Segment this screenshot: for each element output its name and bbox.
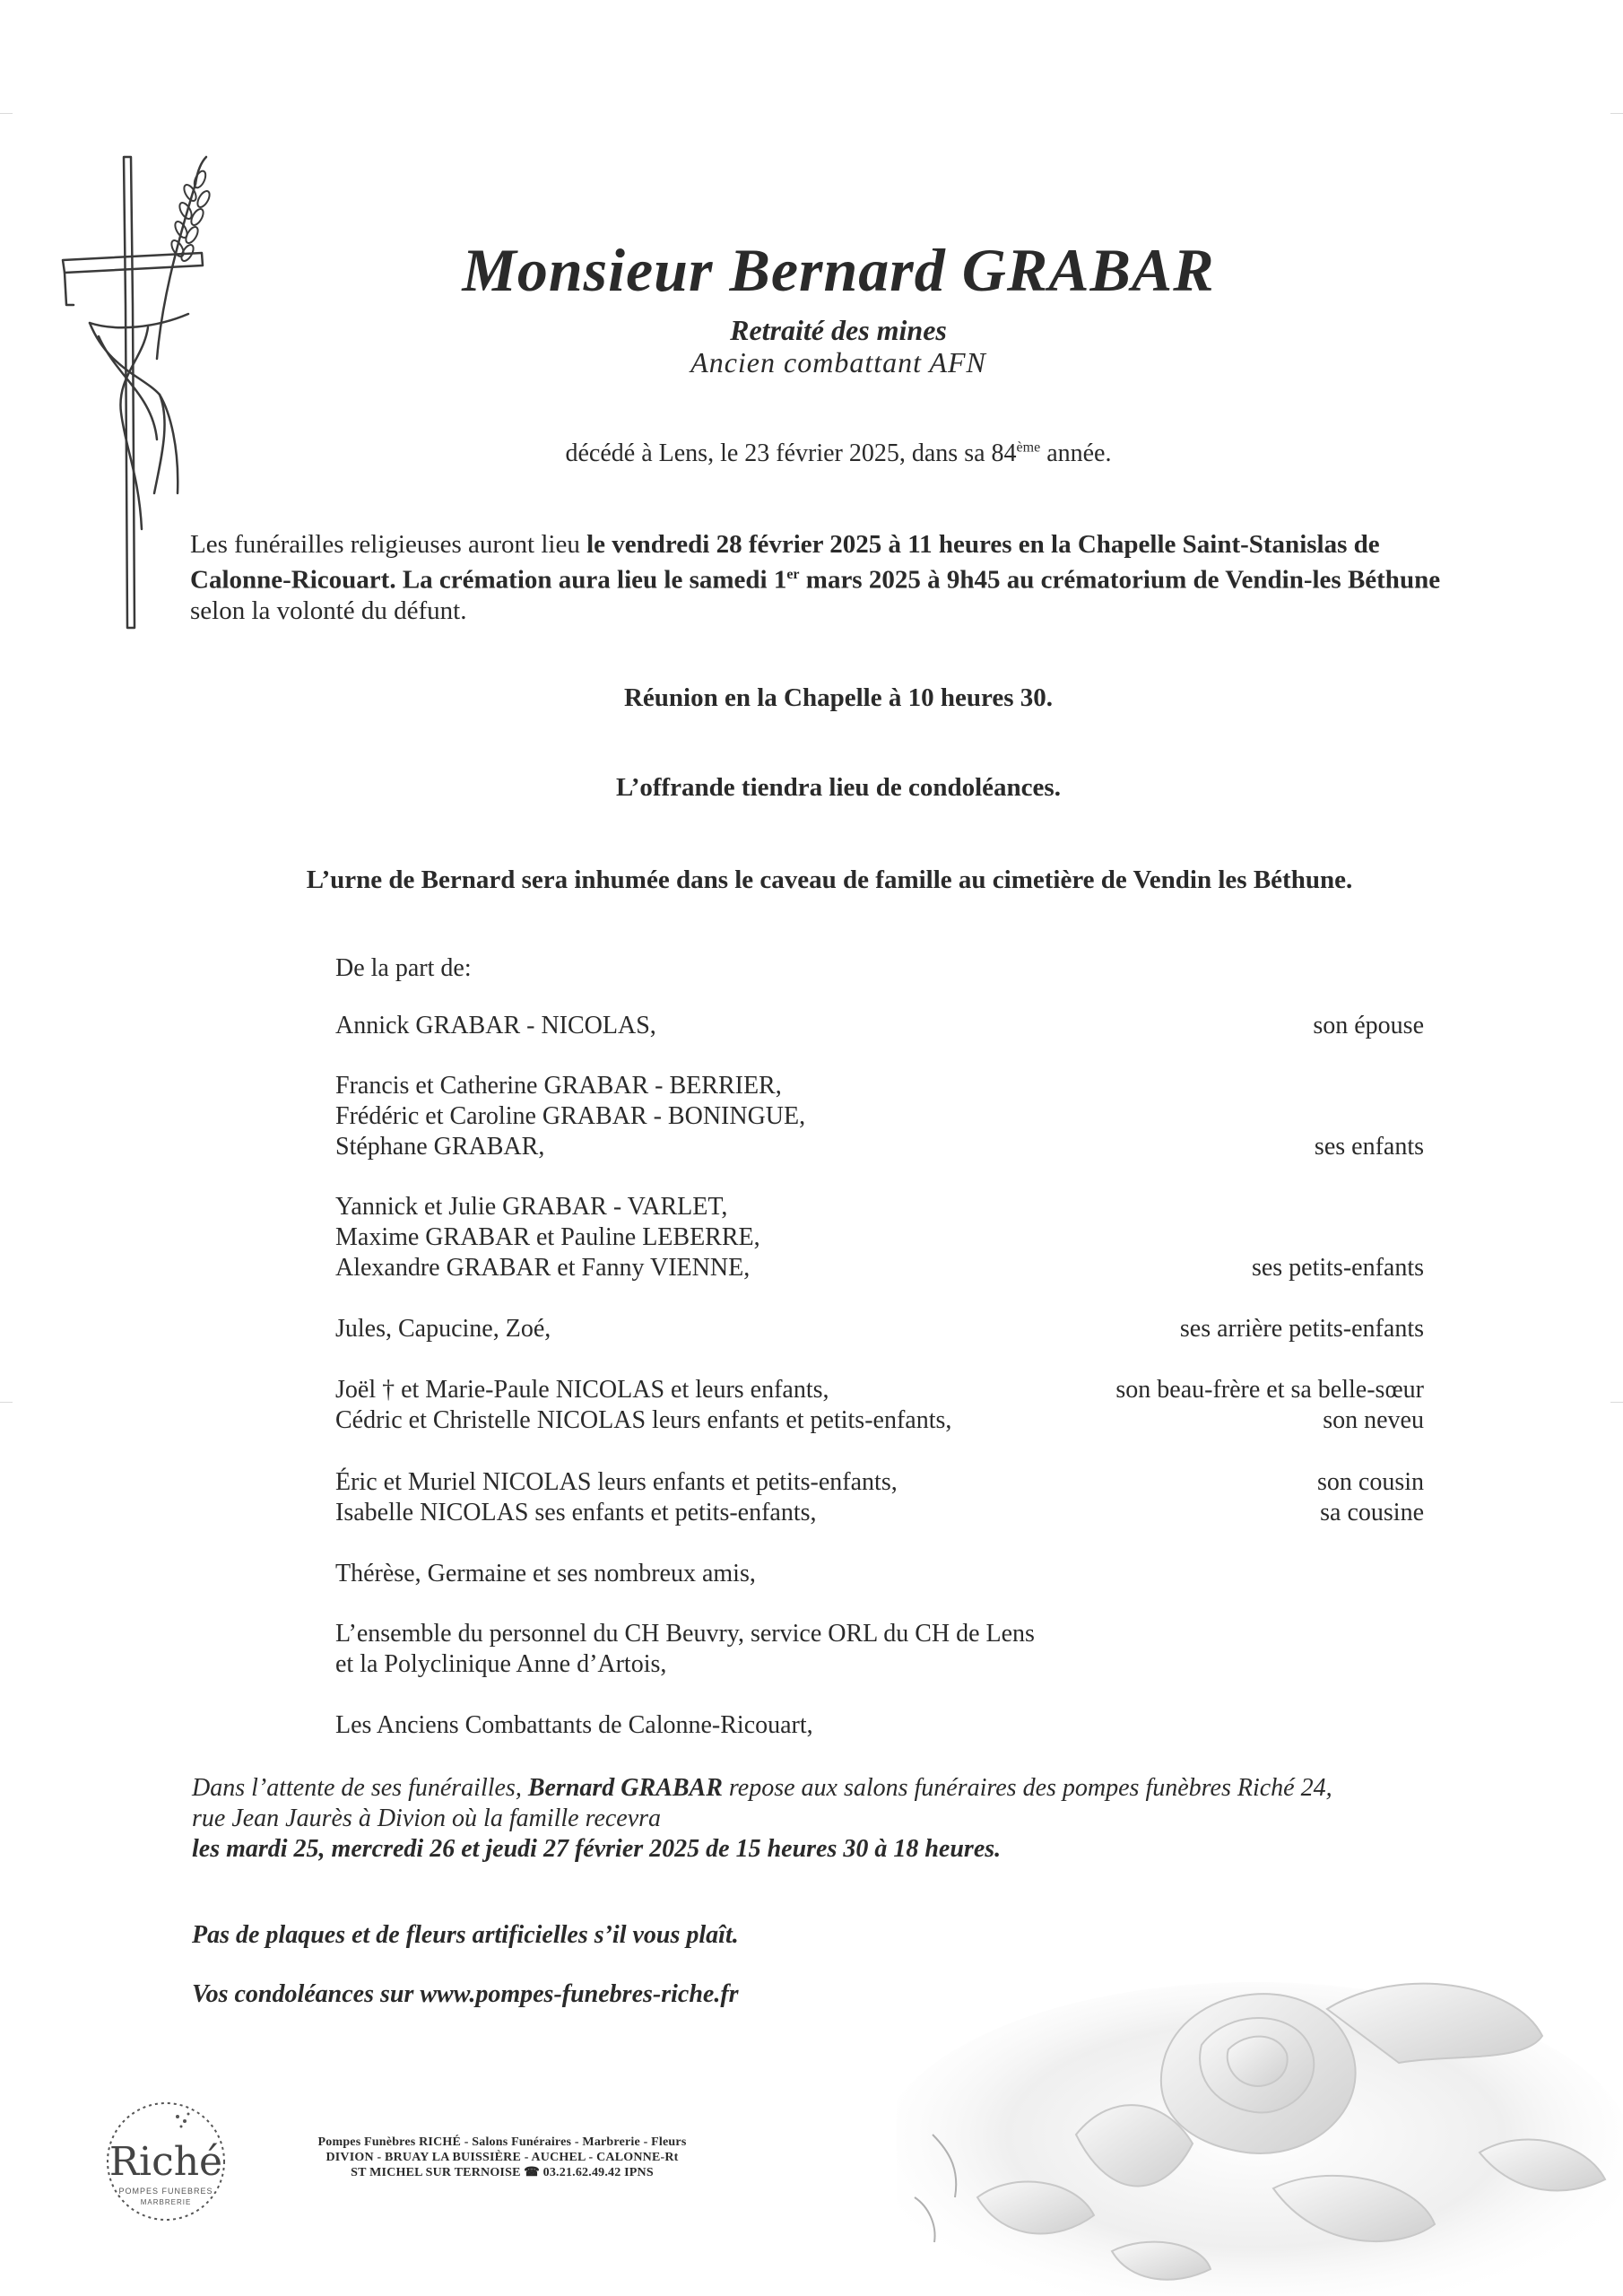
repose-text-cont: repose aux salons funéraires des pompes funèbres Riché 24, rue Jean Jaurès à Divion où la famille recevra [192, 1774, 1332, 1832]
relation-line: son beau-frère et sa belle-sœur [1115, 1376, 1424, 1404]
family-name-line: Jules, Capucine, Zoé, [335, 1315, 551, 1343]
repose-text: Dans l’attente de ses funérailles, [192, 1774, 528, 1802]
margin-tick [0, 113, 13, 114]
family-name-line: Les Anciens Combattants de Calonne-Ricouart, [335, 1711, 813, 1739]
relation-line: son neveu [1323, 1406, 1424, 1434]
family-names [335, 1314, 551, 1344]
family-names [335, 1710, 813, 1741]
funeral-sup: er [786, 567, 800, 582]
funeral-text: Les funérailles religieuses auront lieu [190, 530, 587, 559]
logo-name: Riché [108, 2139, 223, 2185]
death-sup: ème [1016, 439, 1041, 456]
margin-tick [1610, 1402, 1623, 1403]
family-relation [1315, 1132, 1424, 1162]
reunion-notice: Réunion en la Chapelle à 10 heures 30. [623, 683, 1053, 712]
family-names [335, 1559, 756, 1589]
family-relation [1317, 1467, 1424, 1528]
family-relation [1115, 1375, 1424, 1436]
relation-line: son épouse [1313, 1012, 1424, 1039]
death-text: décédé à Lens, le 23 février 2025, dans sa 84 [565, 439, 1017, 467]
relation-line: son cousin [1317, 1468, 1424, 1496]
repose-paragraph [192, 1773, 1358, 1865]
family-names [335, 1071, 805, 1162]
footer-line: Pompes Funèbres RICHÉ - Salons Funéraires - Marbrerie - Fleurs [317, 2135, 687, 2149]
family-name-line: Éric et Muriel NICOLAS leurs enfants et petits-enfants, [335, 1468, 898, 1496]
family-names [335, 1375, 951, 1436]
death-statement [0, 439, 1623, 468]
footer-contact [260, 2135, 744, 2180]
family-name-line: Stéphane GRABAR, [335, 1133, 545, 1161]
funeral-text-end: selon la volonté du défunt. [190, 596, 467, 625]
funeral-date-text: le vendredi 28 février 2025 à 11 heures en la Chapelle Saint-Stanislas de Calonne-Ricouart. La crémation aura lieu le samedi 1 [190, 530, 1380, 595]
family-name-line: Frédéric et Caroline GRABAR - BONINGUE, [335, 1102, 806, 1130]
family-relation [1313, 1011, 1424, 1041]
family-name-line: Alexandre GRABAR et Fanny VIENNE, [335, 1254, 751, 1282]
repose-name: Bernard GRABAR [527, 1774, 723, 1802]
funeral-paragraph [190, 529, 1445, 626]
relation-line: ses petits-enfants [1251, 1254, 1424, 1282]
family-intro: De la part de: [335, 954, 472, 982]
relation-line: ses arrière petits-enfants [1179, 1315, 1424, 1343]
family-name-line: Yannick et Julie GRABAR - VARLET, [335, 1193, 728, 1221]
family-name-line: Joël † et Marie-Paule NICOLAS et leurs enfants, [335, 1376, 829, 1404]
no-plaques-notice: Pas de plaques et de fleurs artificielles s’il vous plaît. [192, 1921, 739, 1949]
footer-line: DIVION - BRUAY LA BUISSIÈRE - AUCHEL - CALONNE-Rt [325, 2151, 679, 2164]
offering-notice: L’offrande tiendra lieu de condoléances. [616, 773, 1061, 802]
condolences-website: Vos condoléances sur www.pompes-funebres-riche.fr [192, 1980, 739, 2008]
deceased-name-title: Monsieur Bernard GRABAR [462, 236, 1215, 304]
family-name-line: Annick GRABAR - NICOLAS, [335, 1012, 656, 1039]
relation-line: ses enfants [1314, 1133, 1424, 1161]
family-names [335, 1192, 760, 1283]
rose-image [897, 1928, 1623, 2296]
family-name-line: Thérèse, Germaine et ses nombreux amis, [335, 1560, 756, 1587]
cremation-text: mars 2025 à 9h45 au crématorium de Vendin-les Béthune [799, 565, 1441, 595]
family-names [335, 1467, 898, 1528]
family-name-line: Maxime GRABAR et Pauline LEBERRE, [335, 1223, 760, 1251]
family-name-line: et la Polyclinique Anne d’Artois, [335, 1650, 667, 1678]
margin-tick [1610, 113, 1623, 114]
family-relation [1180, 1314, 1424, 1344]
subtitle-occupation: Retraité des mines [730, 314, 947, 346]
death-text-end: année. [1040, 439, 1112, 467]
logo-line1: POMPES FUNEBRES [118, 2187, 213, 2196]
visiting-hours: les mardi 25, mercredi 26 et jeudi 27 février 2025 de 15 heures 30 à 18 heures. [192, 1835, 1002, 1863]
relation-line: sa cousine [1320, 1499, 1424, 1526]
urn-notice: L’urne de Bernard sera inhumée dans le caveau de famille au cimetière de Vendin les Béthune. [306, 865, 1353, 894]
family-name-line: Cédric et Christelle NICOLAS leurs enfants et petits-enfants, [335, 1406, 952, 1434]
subtitle-veteran: Ancien combattant AFN [690, 346, 986, 378]
family-name-line: Francis et Catherine GRABAR - BERRIER, [335, 1072, 782, 1100]
riche-logo [99, 2094, 233, 2229]
family-names [335, 1619, 1035, 1680]
family-names [335, 1011, 656, 1041]
family-name-line: L’ensemble du personnel du CH Beuvry, service ORL du CH de Lens [335, 1620, 1035, 1648]
margin-tick [0, 1402, 13, 1403]
family-relation [1252, 1253, 1424, 1283]
family-name-line: Isabelle NICOLAS ses enfants et petits-enfants, [335, 1499, 817, 1526]
footer-line: ST MICHEL SUR TERNOISE ☎ 03.21.62.49.42 IPNS [351, 2166, 654, 2179]
logo-line2: MARBRERIE [140, 2198, 192, 2206]
